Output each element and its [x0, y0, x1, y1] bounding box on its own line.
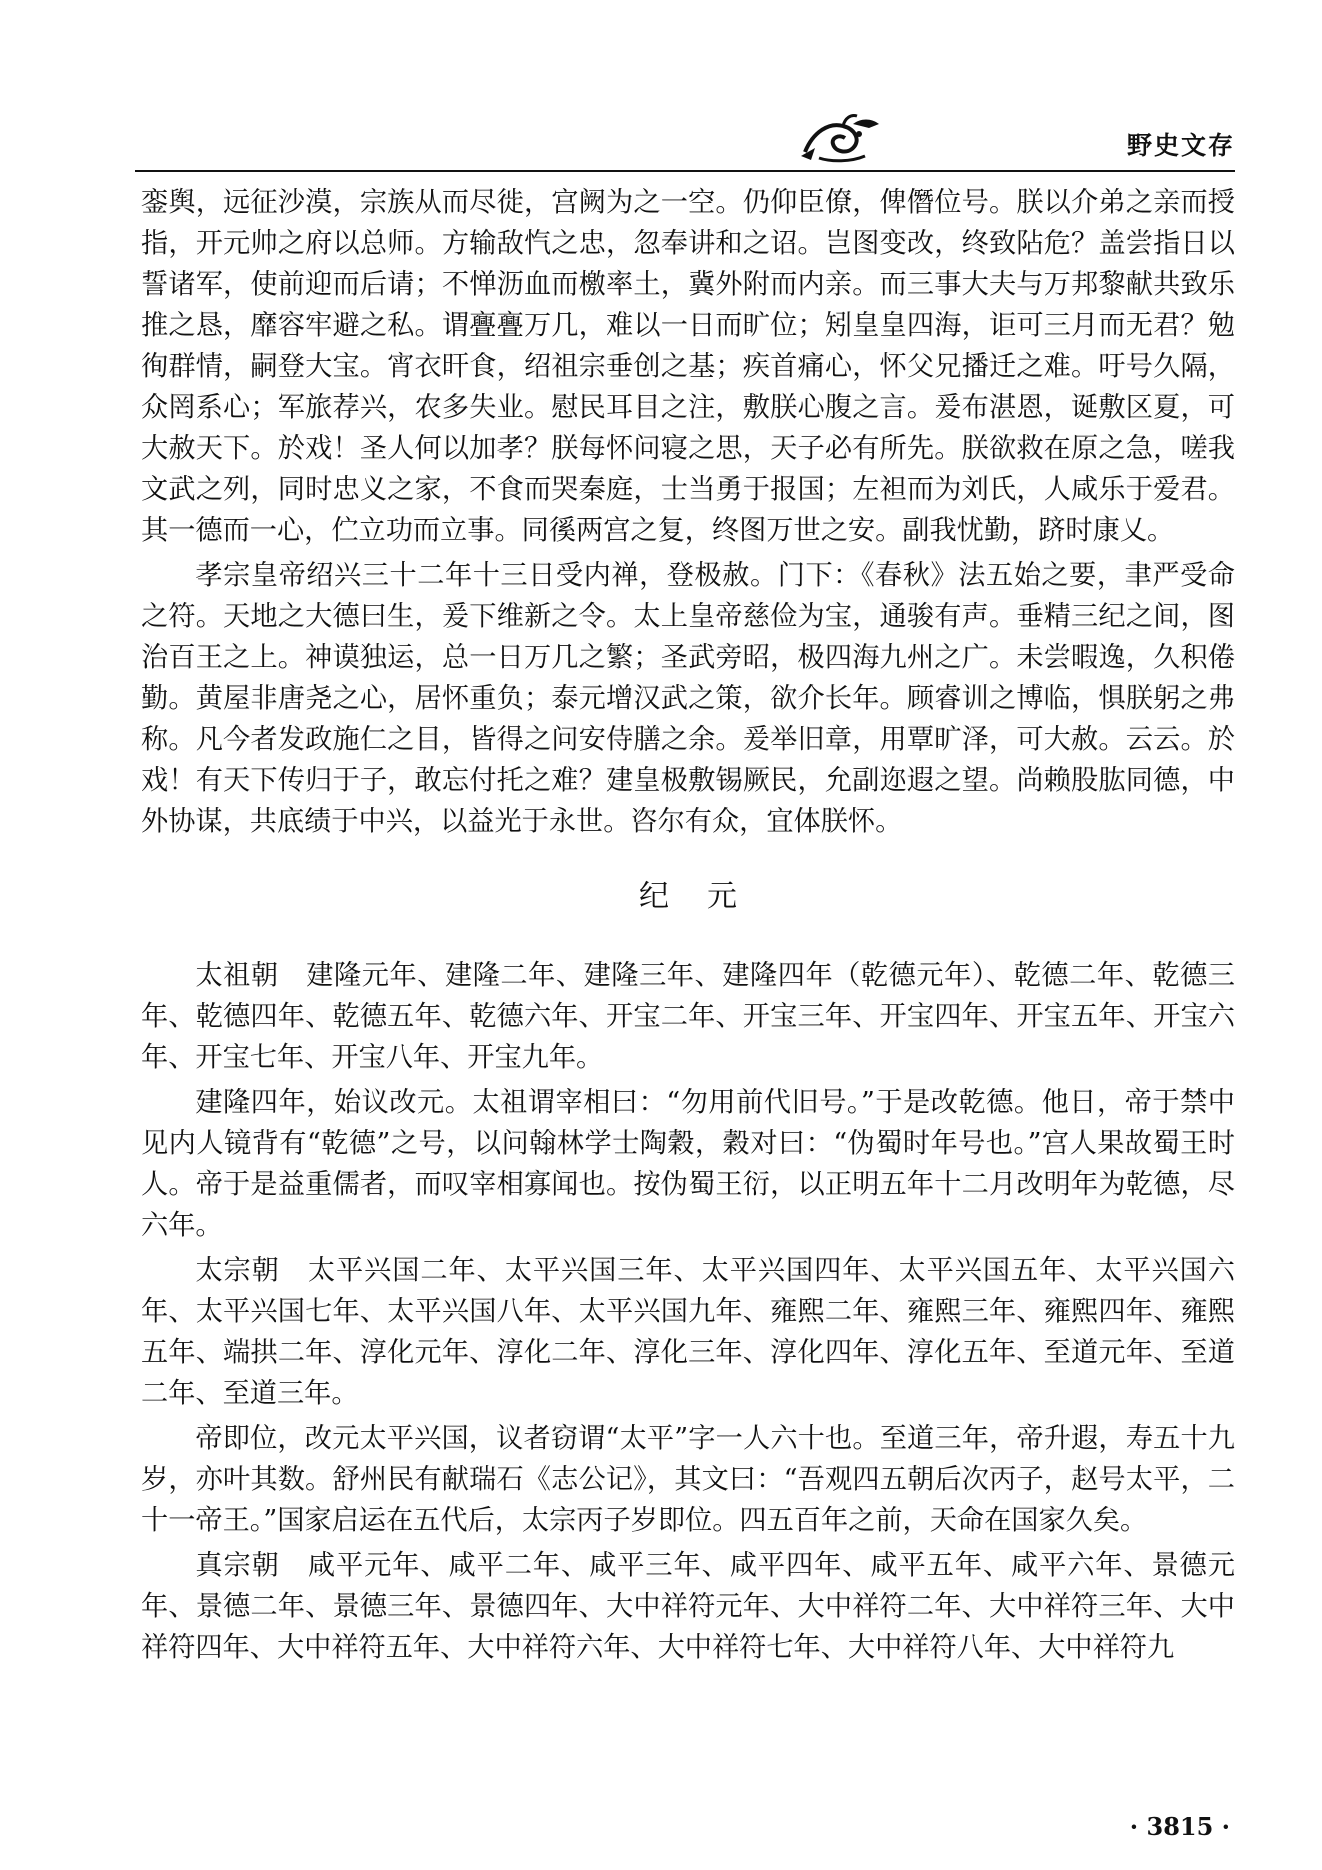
paragraph: 太宗朝 太平兴国二年、太平兴国三年、太平兴国四年、太平兴国五年、太平兴国六年、太平兴国七年、太平兴国八年、太平兴国九年、雍熙二年、雍熙三年、雍熙四年、雍熙五年、端拱二年、淳化元年、淳化二年、淳化三年、淳化四年、淳化五年、至道元年、至道二年、至道三年。 — [141, 1255, 1235, 1409]
paragraph: 銮舆，远征沙漠，宗族从而尽徙，宫阙为之一空。仍仰臣僚，俾僭位号。朕以介弟之亲而授指，开元帅之府以总师。方输敌忾之忠，忽奉讲和之诏。岂图变改，终致阽危？盖尝指日以誓诸军，使前迎而后请；不惮沥血而檄率土，冀外附而内亲。而三事大夫与万邦黎献共致乐推之恳，靡容牢避之私。谓亹亹万几，难以一日而旷位；矧皇皇四海，讵可三月而无君？勉徇群情，嗣登大宝。宵衣旰食，绍祖宗垂创之基；疾首痛心，怀父兄播迁之难。吁号久隔，众罔系心；军旅荐兴，农多失业。慰民耳目之注，敷朕心腹之言。爰布湛恩，诞敷区夏，可大赦天下。於戏！圣人何以加孝？朕每怀问寝之思，天子必有所先。朕欲救在原之急，嗟我文武之列，同时忠义之家，不食而哭秦庭，士当勇于报国；左袒而为刘氏，人咸乐于爱君。其一德而一心，伫立功而立事。同徯两宫之复，终图万世之安。副我忧勤，跻时康乂。 — [141, 187, 1235, 546]
paragraph: 建隆四年，始议改元。太祖谓宰相曰：“勿用前代旧号。”于是改乾德。他日，帝于禁中见内人镜背有“乾德”之号，以问翰林学士陶穀，穀对曰：“伪蜀时年号也。”宫人果故蜀王时人。帝于是益重儒者，而叹宰相寡闻也。按伪蜀王衍，以正明五年十二月改明年为乾德，尽六年。 — [141, 1087, 1235, 1241]
paragraph: 孝宗皇帝绍兴三十二年十三日受内禅，登极赦。门下：《春秋》法五始之要，聿严受命之符。天地之大德曰生，爰下维新之令。太上皇帝慈俭为宝，通骏有声。垂精三纪之间，图治百王之上。神谟独运，总一日万几之繁；圣武旁昭，极四海九州之广。未尝暇逸，久积倦勤。黄屋非唐尧之心，居怀重负；泰元增汉武之策，欲介长年。顾睿训之博临，惧朕躬之弗称。凡今者发政施仁之目，皆得之问安侍膳之余。爰举旧章，用覃旷泽，可大赦。云云。於戏！有天下传归于子，敢忘付托之难？建皇极敷锡厥民，允副迩遐之望。尚赖股肱同德，中外协谋，共底绩于中兴，以益光于永世。咨尔有众，宜体朕怀。 — [141, 560, 1235, 837]
paragraph: 太祖朝 建隆元年、建隆二年、建隆三年、建隆四年（乾德元年）、乾德二年、乾德三年、乾德四年、乾德五年、乾德六年、开宝二年、开宝三年、开宝四年、开宝五年、开宝六年、开宝七年、开宝八年、开宝九年。 — [141, 960, 1235, 1073]
section-title: 纪元 — [639, 879, 775, 914]
header-rule — [135, 170, 1235, 172]
page-header — [135, 112, 1235, 172]
paragraph: 帝即位，改元太平兴国，议者窃谓“太平”字一人六十也。至道三年，帝升遐，寿五十九岁，亦叶其数。舒州民有献瑞石《志公记》，其文曰：“吾观四五朝后次丙子，赵号太平，二十一帝王。”国家启运在五代后，太宗丙子岁即位。四五百年之前，天命在国家久矣。 — [141, 1423, 1235, 1536]
page-number: · 3815 · — [1129, 1812, 1230, 1841]
main-text — [141, 182, 1235, 1668]
paragraph: 真宗朝 咸平元年、咸平二年、咸平三年、咸平四年、咸平五年、咸平六年、景德元年、景德二年、景德三年、景德四年、大中祥符元年、大中祥符二年、大中祥符三年、大中祥符四年、大中祥符五年、大中祥符六年、大中祥符七年、大中祥符八年、大中祥符九 — [141, 1550, 1235, 1663]
series-title: 野史文存 — [1126, 131, 1235, 160]
dragon-emblem-icon — [795, 112, 885, 164]
